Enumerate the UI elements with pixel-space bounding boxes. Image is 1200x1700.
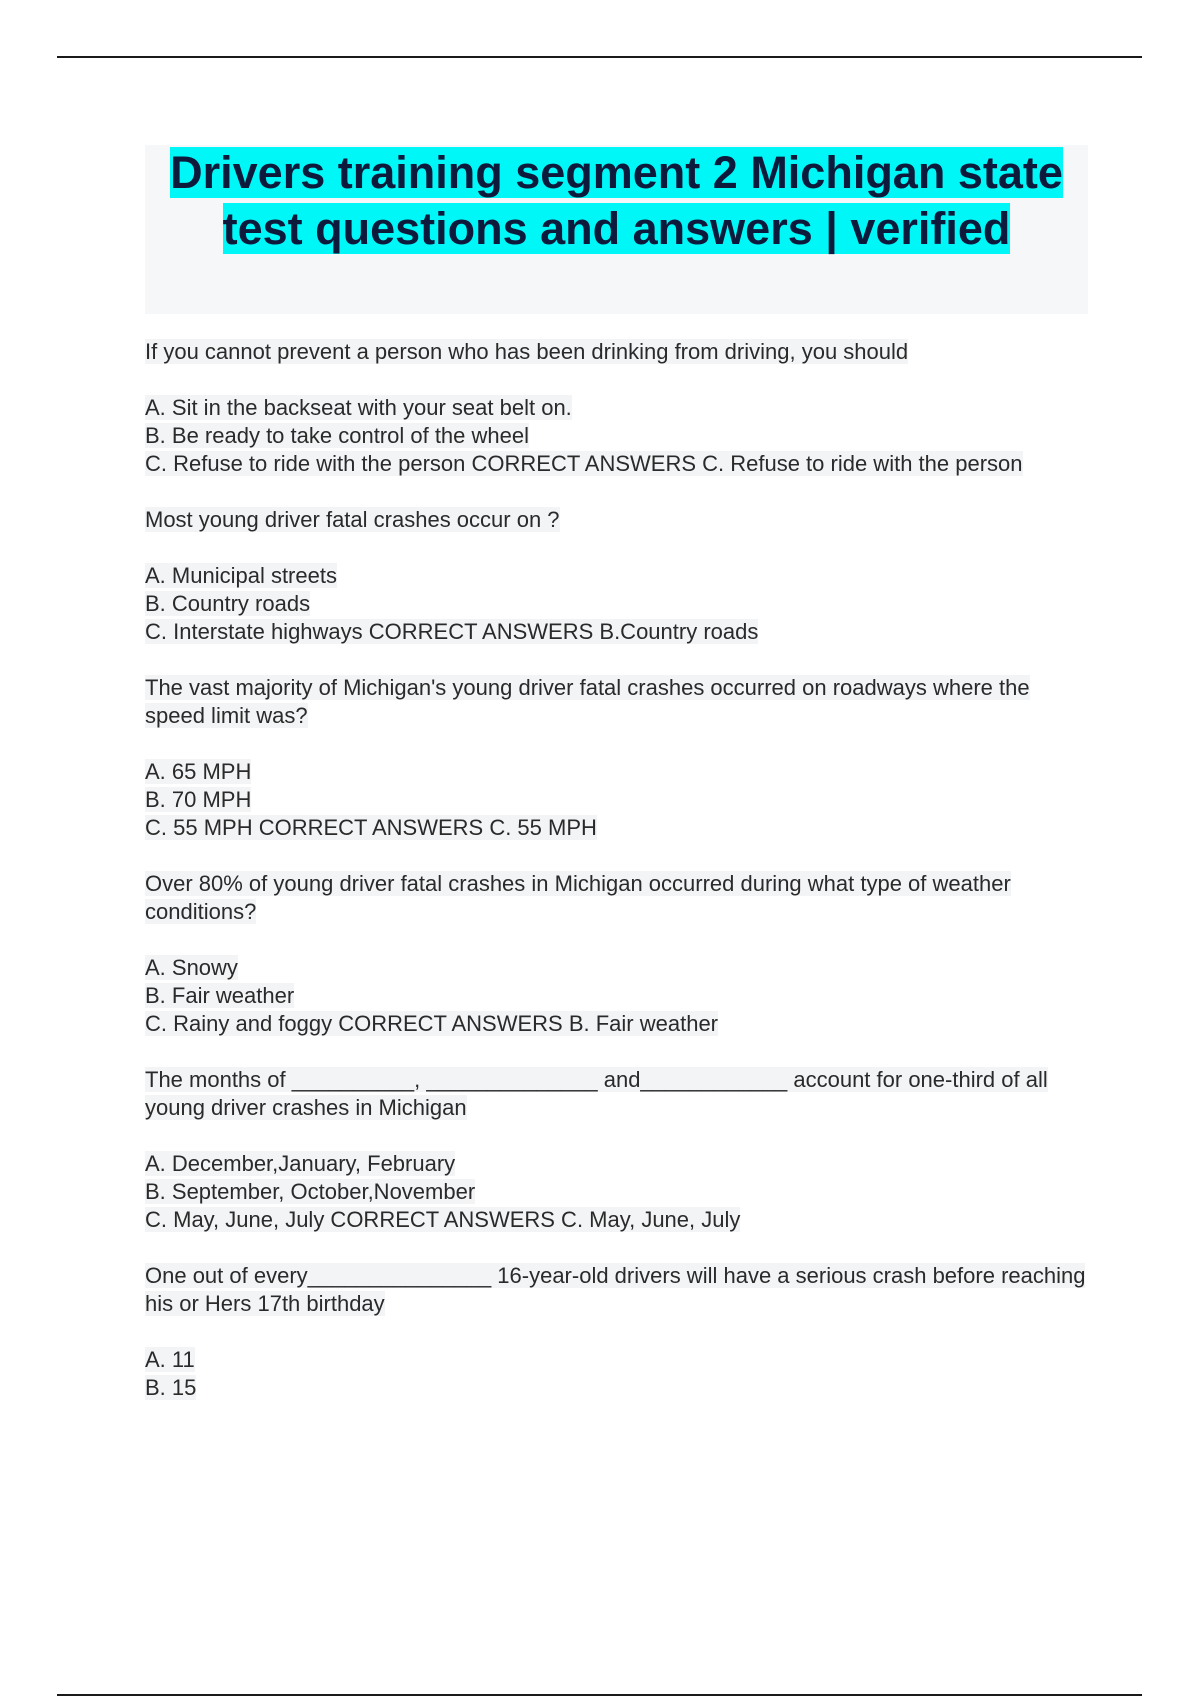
question-text: The vast majority of Michigan's young driver fatal crashes occurred on roadways where the speed limit was? [145, 675, 1030, 728]
title-box [145, 145, 1088, 314]
answer-option: B. Country roads [145, 591, 311, 616]
question-text: If you cannot prevent a person who has been drinking from driving, you should [145, 339, 909, 364]
question-text: Most young driver fatal crashes occur on ? [145, 507, 560, 532]
question-block [145, 506, 1090, 646]
answer-option: A. December,January, February [145, 1151, 456, 1176]
question-text: Over 80% of young driver fatal crashes in Michigan occurred during what type of weather conditions? [145, 871, 1011, 924]
question-text: One out of every_______________ 16-year-old drivers will have a serious crash before reaching his or Hers 17th birthday [145, 1263, 1086, 1316]
answer-option: B. 15 [145, 1375, 197, 1400]
top-rule [57, 56, 1142, 58]
document-title [145, 145, 1088, 257]
answer-option: A. Snowy [145, 955, 238, 980]
question-block [145, 674, 1090, 842]
answer-option: C. Interstate highways CORRECT ANSWERS B.Country roads [145, 619, 759, 644]
answer-option: B. 70 MPH [145, 787, 252, 812]
answer-option: B. September, October,November [145, 1179, 476, 1204]
document-title-text: Drivers training segment 2 Michigan state test questions and answers | verified [170, 147, 1063, 254]
question-block [145, 870, 1090, 1038]
answer-option: B. Be ready to take control of the wheel [145, 423, 530, 448]
question-text: The months of __________, ______________ and____________ account for one-third of all young driver crashes in Michigan [145, 1067, 1048, 1120]
question-list [145, 338, 1090, 1430]
answer-option: C. Refuse to ride with the person CORRECT ANSWERS C. Refuse to ride with the person [145, 451, 1023, 476]
bottom-rule [57, 1694, 1142, 1696]
answer-option: A. Sit in the backseat with your seat belt on. [145, 395, 572, 420]
question-block [145, 1262, 1090, 1402]
answer-option: C. May, June, July CORRECT ANSWERS C. May, June, July [145, 1207, 741, 1232]
answer-option: C. Rainy and foggy CORRECT ANSWERS B. Fair weather [145, 1011, 719, 1036]
question-block [145, 1066, 1090, 1234]
answer-option: A. Municipal streets [145, 563, 337, 588]
question-block [145, 338, 1090, 478]
answer-option: A. 11 [145, 1347, 195, 1372]
answer-option: A. 65 MPH [145, 759, 252, 784]
answer-option: C. 55 MPH CORRECT ANSWERS C. 55 MPH [145, 815, 597, 840]
answer-option: B. Fair weather [145, 983, 295, 1008]
